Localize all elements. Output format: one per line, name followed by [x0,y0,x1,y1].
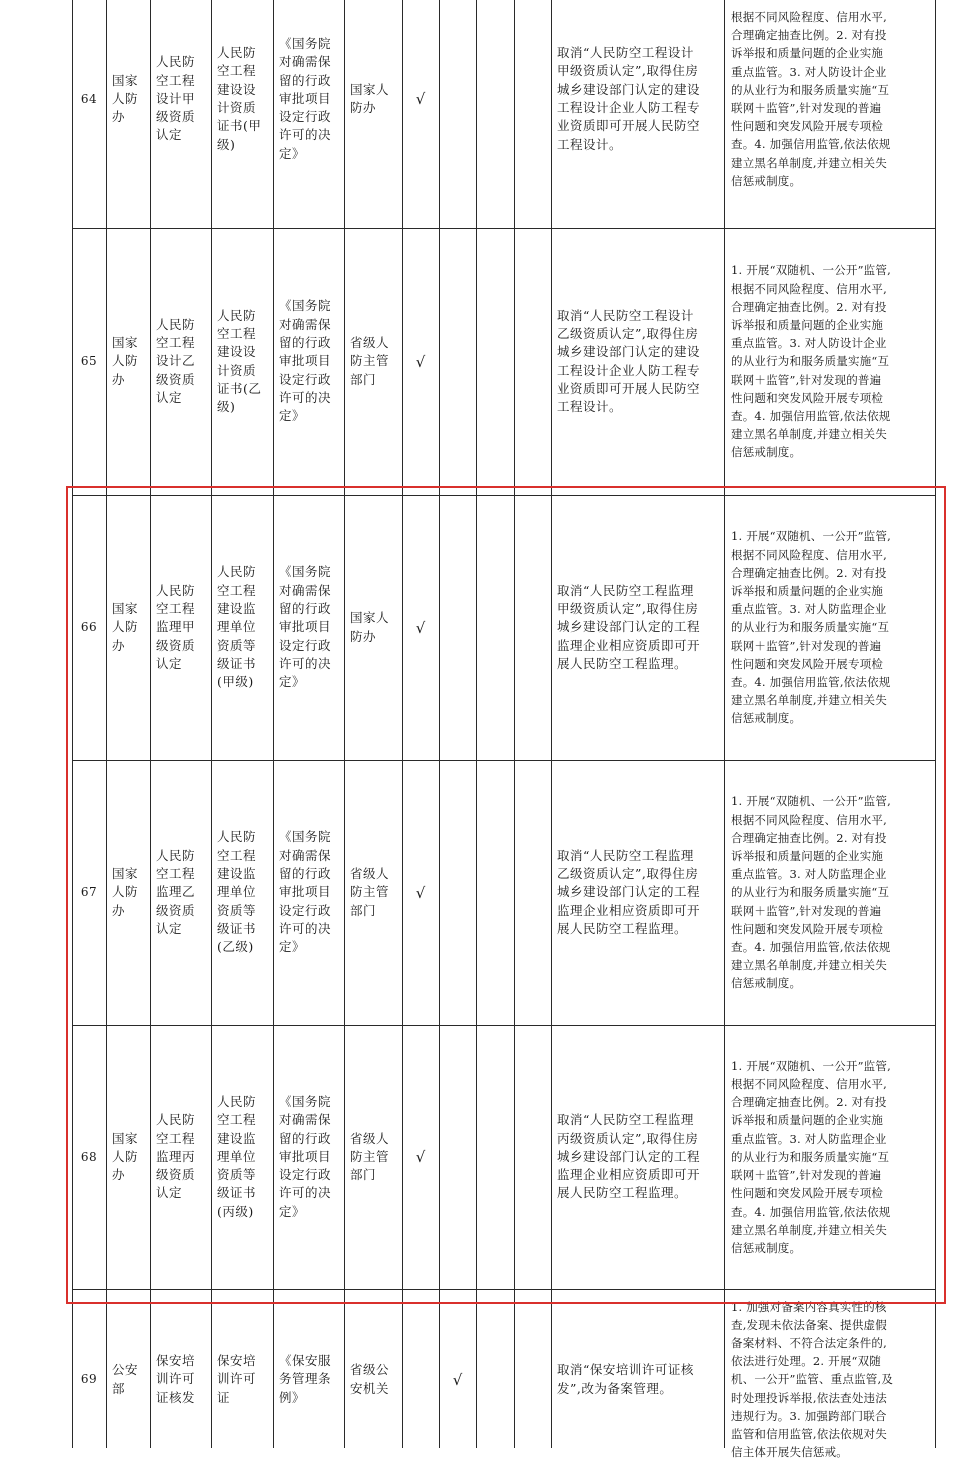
approval-item: 人民防 空工程 监理乙 级资质 认定 [156,847,196,936]
legal-basis: 《国务院 对确需保 留的行政 审批项目 设定行政 许可的决 定》 [279,1093,332,1219]
department: 国家 人防 办 [112,1130,139,1183]
certificate-name: 保安培 训许可 证 [217,1353,257,1405]
reform-content: 取消“人民防空工程设计 乙级资质认定”,取得住房 城乡建设部门认定的建设 工程设计企业人防工程专 业资质即可开展人民防空 工程设计。 [557,307,701,415]
approving-authority: 国家人 防办 [350,81,390,115]
approval-item: 人民防 空工程 监理甲 级资质 认定 [156,582,196,671]
department-cell [106,0,150,228]
check-mark: √ [415,352,426,371]
approval-item: 人民防 空工程 设计乙 级资质 认定 [156,316,196,405]
reform-content: 取消“人民防空工程设计 甲级资质认定”,取得住房 城乡建设部门认定的建设 工程设计企业人防工程专 业资质即可开展人民防空 工程设计。 [557,45,701,152]
approval-item-cell [150,228,211,495]
supervision-measures-cell [724,495,935,760]
reform-content-cell [551,228,724,495]
approving-authority: 省级公 安机关 [350,1362,390,1396]
approval-item-cell [150,1025,211,1289]
reform-content: 取消“人民防空工程监理 甲级资质认定”,取得住房 城乡建设部门认定的工程 监理企业相应资质即可开 展人民防空工程监理。 [557,582,701,671]
certificate-name-cell [211,495,273,760]
approving-authority-cell [344,1289,402,1470]
supervision-measures: 1. 开展“双随机、一公开”监管, 根据不同风险程度、信用水平, 合理确定抽查比例。2. 对有投 诉举报和质量问题的企业实施 重点监管。3. 对人防监理企业 的从业行为和服务质量实施“互 联网＋监管”,针对发现的普遍 性问题和突发风险开展专项检 查。4. 加强信用监管,依法依规 建立黑名单制度,并建立相关失 信惩戒制度。 [731,529,891,726]
approval-item-cell [150,495,211,760]
check-mark-cell [402,495,439,760]
supervision-measures: 1. 开展“双随机、一公开”监管, 根据不同风险程度、信用水平, 合理确定抽查比例。2. 对有投 诉举报和质量问题的企业实施 重点监管。3. 对人防监理企业 的从业行为和服务质量实施“互 联网＋监管”,针对发现的普遍 性问题和突发风险开展专项检 查。4. 加强信用监管,依法依规 建立黑名单制度,并建立相关失 信惩戒制度。 [731,794,891,991]
check-mark: √ [415,90,426,108]
approving-authority-cell [344,495,402,760]
certificate-name: 人民防 空工程 建设监 理单位 资质等 级证书 (丙级) [217,1093,257,1219]
approval-item-cell [150,0,211,228]
legal-basis: 《国务院 对确需保 留的行政 审批项目 设定行政 许可的决 定》 [279,35,332,161]
check-mark-cell [402,228,439,495]
legal-basis: 《国务院 对确需保 留的行政 审批项目 设定行政 许可的决 定》 [279,298,332,424]
table-border-right [935,0,936,1448]
department-cell [106,1025,150,1289]
row-number-cell [72,1025,106,1289]
row-number-cell [72,760,106,1025]
legal-basis: 《国务院 对确需保 留的行政 审批项目 设定行政 许可的决 定》 [279,564,332,690]
check-mark-cell [402,760,439,1025]
approving-authority: 省级人 防主管 部门 [350,1130,390,1183]
certificate-name-cell [211,228,273,495]
certificate-name: 人民防 空工程 建设监 理单位 资质等 级证书 (乙级) [217,829,257,955]
check-mark: √ [452,1370,463,1389]
approving-authority: 省级人 防主管 部门 [350,335,390,387]
check-mark: √ [415,618,426,637]
approving-authority: 国家人 防办 [350,610,390,644]
department: 国家 人防 办 [112,601,139,653]
supervision-measures-cell [724,0,935,228]
certificate-name-cell [211,1289,273,1470]
reform-content-cell [551,1025,724,1289]
reform-content: 取消“人民防空工程监理 丙级资质认定”,取得住房 城乡建设部门认定的工程 监理企业相应资质即可开 展人民防空工程监理。 [557,1112,701,1201]
check-mark-cell [402,1025,439,1289]
department-cell [106,1289,150,1470]
column-divider [439,0,440,1448]
department: 国家 人防 办 [112,72,139,125]
reform-content: 取消“人民防空工程监理 乙级资质认定”,取得住房 城乡建设部门认定的工程 监理企业相应资质即可开 展人民防空工程监理。 [557,847,701,936]
legal-basis-cell [273,228,344,495]
check-mark: √ [415,1148,426,1166]
reform-content-cell [551,1289,724,1470]
department-cell [106,495,150,760]
approving-authority-cell [344,760,402,1025]
reform-content-cell [551,495,724,760]
approval-item-cell [150,1289,211,1470]
column-divider [476,0,477,1448]
legal-basis-cell [273,495,344,760]
column-divider [514,0,515,1448]
reform-content: 取消“保安培训许可证核 发”,改为备案管理。 [557,1362,694,1396]
row-number-cell [72,1289,106,1470]
certificate-name: 人民防 空工程 建设设 计资质 证书(乙 级) [217,307,262,415]
row-number-cell [72,228,106,495]
approving-authority-cell [344,0,402,228]
supervision-measures-cell [724,228,935,495]
certificate-name: 人民防 空工程 建设监 理单位 资质等 级证书 (甲级) [217,564,257,690]
legal-basis-cell [273,1289,344,1470]
approving-authority-cell [344,228,402,495]
department: 国家 人防 办 [112,866,139,918]
department: 国家 人防 办 [112,335,139,387]
approval-item: 保安培 训许可 证核发 [156,1353,196,1405]
reform-content-cell [551,760,724,1025]
approval-item-cell [150,760,211,1025]
row-number-cell [72,0,106,228]
supervision-measures-cell [724,1289,935,1470]
approving-authority: 省级人 防主管 部门 [350,866,390,918]
certificate-name-cell [211,0,273,228]
row-number: 67 [80,885,98,900]
legal-basis-cell [273,0,344,228]
check-mark-cell [439,1289,476,1470]
supervision-measures: 根据不同风险程度、信用水平, 合理确定抽查比例。2. 对有投 诉举报和质量问题的企业实施 重点监管。3. 对人防设计企业 的从业行为和服务质量实施“互 联网＋监管”,针对发现的普遍 性问题和突发风险开展专项检 查。4. 加强信用监管,依法依规 建立黑名单制度,并建立相关失 信惩戒制度。 [731,9,891,188]
check-mark: √ [415,883,426,902]
row-number: 68 [80,1149,98,1164]
legal-basis-cell [273,760,344,1025]
legal-basis: 《国务院 对确需保 留的行政 审批项目 设定行政 许可的决 定》 [279,829,332,955]
certificate-name-cell [211,1025,273,1289]
approval-item: 人民防 空工程 设计甲 级资质 认定 [156,54,196,143]
check-mark-cell [402,0,439,228]
certificate-name-cell [211,760,273,1025]
reform-content-cell [551,0,724,228]
legal-basis: 《保安服 务管理条 例》 [279,1353,332,1405]
supervision-measures-cell [724,1025,935,1289]
approval-item: 人民防 空工程 监理丙 级资质 认定 [156,1112,196,1201]
row-number: 66 [80,620,98,635]
supervision-measures: 1. 开展“双随机、一公开”监管, 根据不同风险程度、信用水平, 合理确定抽查比例。2. 对有投 诉举报和质量问题的企业实施 重点监管。3. 对人防设计企业 的从业行为和服务质量实施“互 联网＋监管”,针对发现的普遍 性问题和突发风险开展专项检 查。4. 加强信用监管,依法依规 建立黑名单制度,并建立相关失 信惩戒制度。 [731,263,891,460]
certificate-name: 人民防 空工程 建设设 计资质 证书(甲 级) [217,45,262,152]
approving-authority-cell [344,1025,402,1289]
row-number: 69 [80,1372,98,1387]
department-cell [106,228,150,495]
legal-basis-cell [273,1025,344,1289]
supervision-measures: 1. 加强对备案内容真实性的核 查,发现未依法备案、提供虚假 备案材料、不符合法定条件的, 依法进行处理。2. 开展“双随 机、一公开”监管、重点监管,及 时处理投诉举报,依法查处违法 违规行为。3. 加强跨部门联合 监管和信用监管,依法依规对失 信主体开展失信惩戒。 [731,1299,894,1460]
department: 公安 部 [112,1362,139,1396]
row-number: 64 [80,91,98,106]
supervision-measures-cell [724,760,935,1025]
row-number-cell [72,495,106,760]
row-number: 65 [80,354,98,369]
supervision-measures: 1. 开展“双随机、一公开”监管, 根据不同风险程度、信用水平, 合理确定抽查比例。2. 对有投 诉举报和质量问题的企业实施 重点监管。3. 对人防监理企业 的从业行为和服务质量实施“互 联网＋监管”,针对发现的普遍 性问题和突发风险开展专项检 查。4. 加强信用监管,依法依规 建立黑名单制度,并建立相关失 信惩戒制度。 [731,1058,891,1255]
department-cell [106,760,150,1025]
